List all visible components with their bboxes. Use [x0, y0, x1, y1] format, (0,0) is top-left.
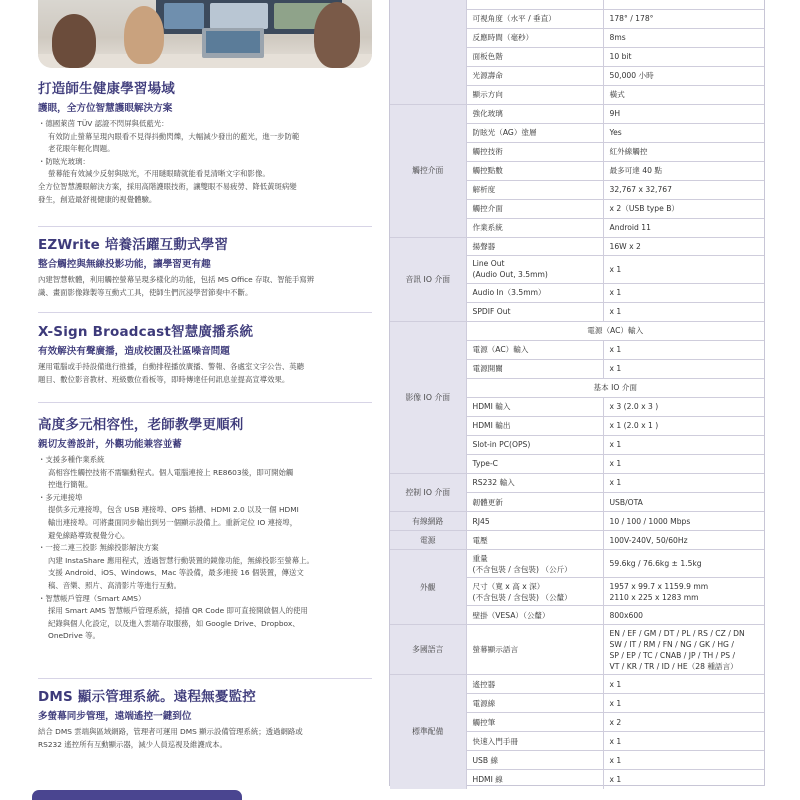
line: 內建智慧軟體，利用觸控螢幕呈現多樣化的功能，包括 MS Office 存取、智能手寫辨 — [38, 275, 315, 284]
spec-key: 觸控點數 — [466, 161, 603, 180]
line: ・支援多種作業系統 — [38, 455, 105, 464]
line: 控進行簡報。 — [48, 480, 93, 490]
spec-key-line: (Audio Out, 3.5mm) — [472, 270, 548, 279]
spec-subheader: 電源（AC）輸入 — [466, 321, 764, 340]
spec-key: 揚聲器 — [466, 237, 603, 255]
spec-key: 電源（AC）輸入 — [466, 340, 603, 359]
section-subtitle: 護眼，全方位智慧護眼解決方案 — [38, 103, 173, 114]
spec-value: x 1 — [603, 283, 764, 302]
line: 結合 DMS 雲端與區域網路，管理者可運用 DMS 顯示設備管理系統；透過網路或 — [38, 727, 303, 736]
spec-key: 電壓 — [466, 531, 603, 550]
spec-key: HDMI 輸入 — [466, 397, 603, 416]
spec-value — [603, 0, 764, 9]
bottom-banner-tab — [32, 790, 242, 800]
spec-value: x 1 — [603, 340, 764, 359]
spec-key: 顯示方向 — [466, 85, 603, 104]
spec-key: 觸控介面 — [466, 199, 603, 218]
spec-value: x 1 — [603, 694, 764, 713]
spec-key: HDMI 輸出 — [466, 416, 603, 435]
spec-value-line: 2110 x 225 x 1283 mm — [609, 592, 699, 602]
spec-value: x 1 — [603, 435, 764, 454]
section-title: DMS 顯示管理系統。遠程無憂監控 — [38, 689, 256, 705]
spec-category-appearance: 外觀 — [390, 550, 466, 625]
line: 紀錄與個人化設定，以及進入雲端存取服務，如 Google Drive、Dropbox、 — [48, 618, 300, 628]
divider — [38, 226, 372, 227]
line: 提供多元連接埠，包含 USB 連接埠、OPS 插槽、HDMI 2.0 以及一個 HDMI — [48, 505, 299, 515]
spec-value: x 1 (2.0 x 1 ) — [603, 416, 764, 435]
spec-key: 電源線 — [466, 694, 603, 713]
spec-value: 59.6kg / 76.6kg ± 1.5kg — [603, 550, 764, 578]
spec-key: 觸控技術 — [466, 142, 603, 161]
spec-category-control: 控制 IO 介面 — [390, 474, 466, 512]
line: ・德國萊茵 TÜV 認證不閃屏與低藍光： — [38, 119, 169, 128]
spec-key: 韌體更新 — [466, 493, 603, 512]
spec-value: 10 bit — [603, 47, 764, 66]
spec-key: 解析度 — [466, 180, 603, 199]
spec-key: 作業系統 — [466, 218, 603, 237]
spec-value: Yes — [603, 123, 764, 142]
spec-key: 防眩光（AG）塗層 — [466, 123, 603, 142]
line: 有效防止螢幕呈現內眼看不見得抖動閃爍，大幅減少發出的藍光，進一步防範 — [48, 131, 300, 141]
section-compatibility — [38, 416, 372, 643]
spec-value — [603, 578, 764, 606]
spec-value: 紅外線觸控 — [603, 142, 764, 161]
spec-key: Type-C — [466, 454, 603, 473]
line: 識、畫面影像錄製等互動式工具，使師生們沉浸學習節奏中不斷。 — [38, 287, 253, 297]
spec-category-display — [390, 0, 466, 104]
section-subtitle: 親切友善設計，外觀功能兼容並蓄 — [38, 439, 182, 450]
spec-category-language: 多國語言 — [390, 625, 466, 675]
spec-value: x 2（USB type B） — [603, 199, 764, 218]
spec-value: USB/OTA — [603, 493, 764, 512]
spec-value: 9H — [603, 104, 764, 123]
spec-key: USB 線 — [466, 751, 603, 770]
spec-key: RS232 輸入 — [466, 474, 603, 493]
line: 題目、數位影音教材、班級數位看板等，即時傳達任何訊息並提高宣導效果。 — [38, 374, 290, 384]
section-dms — [38, 688, 372, 751]
spec-key: 快速入門手冊 — [466, 732, 603, 751]
spec-key: 可視角度（水平 / 垂直） — [466, 9, 603, 28]
line: 稿、音樂、照片、高清影片等進行互動。 — [48, 580, 182, 590]
spec-value: 橫式 — [603, 85, 764, 104]
laptop — [202, 28, 264, 58]
line: OneDrive 等。 — [48, 631, 100, 641]
spec-value: 100V-240V, 50/60Hz — [603, 531, 764, 550]
section-healthy-learning — [38, 80, 372, 206]
spec-key — [466, 0, 603, 9]
divider — [38, 402, 372, 403]
section-ezwrite — [38, 236, 372, 299]
line: 內建 InstaShare 應用程式，透過智慧行動裝置的鏡像功能，無線投影至螢幕上。 — [48, 555, 314, 565]
section-title: X-Sign Broadcast智慧廣播系統 — [38, 324, 254, 340]
spec-value-line: VT / KR / TR / ID / HE（28 種語言） — [609, 661, 738, 671]
spec-key: 遙控器 — [466, 675, 603, 694]
section-subtitle: 整合觸控與無線投影功能，讓學習更有趣 — [38, 259, 211, 270]
spec-key: 觸控筆 — [466, 713, 603, 732]
classroom-photo — [38, 0, 372, 68]
spec-key: Audio In（3.5mm） — [466, 283, 603, 302]
spec-category-network: 有線網路 — [390, 512, 466, 531]
feature-column — [0, 0, 385, 800]
spec-value: Android 11 — [603, 218, 764, 237]
spec-value: x 1 — [603, 675, 764, 694]
line: 避免線路導致視覺分心。 — [48, 530, 130, 540]
line: 老花眼年輕化問題。 — [48, 144, 115, 154]
spec-key: RJ45 — [466, 512, 603, 531]
section-title: EZWrite 培養活躍互動式學習 — [38, 237, 229, 253]
spec-value: x 3 (2.0 x 3 ) — [603, 397, 764, 416]
spec-key-line: (不含包裝 / 含包裝) （公斤） — [472, 564, 572, 574]
spec-key-line: (不含包裝 / 含包裝) （公釐） — [472, 592, 572, 602]
spec-value: 8ms — [603, 28, 764, 47]
spec-value: x 1 — [603, 454, 764, 473]
line: 螢幕能有效減少反射與眩光，不用瞇眼睛就能看見清晰文字和影像。 — [48, 169, 270, 179]
section-subtitle: 多螢幕同步管理，遠端遙控一鍵到位 — [38, 711, 192, 722]
spec-key: HDMI 線 — [466, 770, 603, 789]
spec-key: Slot-in PC(OPS) — [466, 435, 603, 454]
spec-category-accessories: 標準配備 — [390, 675, 466, 789]
section-title: 高度多元相容性，老師教學更順利 — [38, 417, 244, 433]
spec-value — [603, 625, 764, 675]
spec-key: SPDIF Out — [466, 302, 603, 321]
spec-key: 面板色階 — [466, 47, 603, 66]
spec-value: 10 / 100 / 1000 Mbps — [603, 512, 764, 531]
spec-key: 反應時間（毫秒） — [466, 28, 603, 47]
line: RS232 遙控所有互動顯示器，減少人員巡視及維護成本。 — [38, 739, 227, 749]
spec-key — [466, 550, 603, 578]
line: 運用電腦或手持設備進行推播，自動排程播放廣播、警報、各處室文字公告、英聽 — [38, 362, 305, 371]
line: 輸出連接埠。可將畫面同步輸出到另一個顯示設備上。重新定位 IO 連接埠， — [48, 517, 298, 527]
spec-value: x 1 — [603, 359, 764, 378]
spec-key: 螢幕顯示語言 — [466, 625, 603, 675]
spec-value: 最多可達 40 點 — [603, 161, 764, 180]
section-xsign — [38, 323, 372, 386]
spec-key-line: Line Out — [472, 259, 505, 268]
spec-value: x 1 — [609, 774, 622, 784]
spec-value: 32,767 x 32,767 — [603, 180, 764, 199]
line: ・多元連接埠 — [38, 492, 83, 502]
spec-key-line: 尺寸（寬 x 高 x 深） — [472, 581, 545, 591]
line: 全方位智慧護眼解決方案，採用高階護眼技術，讓雙眼不易疲勞、降低黃斑病變 — [38, 181, 297, 191]
spec-subheader: 基本 IO 介面 — [466, 378, 764, 397]
spec-category-touch: 觸控介面 — [390, 104, 466, 237]
spec-category-power: 電源 — [390, 531, 466, 550]
spec-key — [466, 578, 603, 606]
line: ・防眩光玻璃： — [38, 156, 90, 166]
divider — [38, 312, 372, 313]
spec-table — [389, 0, 765, 786]
spec-category-video: 影像 IO 介面 — [390, 321, 466, 474]
spec-value: x 1 — [603, 255, 764, 283]
spec-key: 電源開關 — [466, 359, 603, 378]
spec-value: x 2 — [603, 713, 764, 732]
spec-value: x 1 — [603, 732, 764, 751]
section-title: 打造師生健康學習場域 — [38, 81, 175, 97]
spec-value-line: SW / IT / RM / FN / NG / GK / HG / — [609, 639, 734, 649]
spec-value: x 1 — [603, 474, 764, 493]
spec-value: 800x600 — [603, 606, 764, 625]
spec-category-audio: 音訊 IO 介面 — [390, 237, 466, 321]
line: 採用 Smart AMS 智慧帳戶管理系統，掃描 QR Code 即可直接開啟個人的使用 — [48, 606, 308, 616]
spec-value: x 1 — [603, 302, 764, 321]
spec-key: 光源壽命 — [466, 66, 603, 85]
spec-key: 強化玻璃 — [466, 104, 603, 123]
spec-value: 178° / 178° — [603, 9, 764, 28]
spec-key — [466, 255, 603, 283]
section-subtitle: 有效解決有聲廣播，造成校園及社區噪音問題 — [38, 346, 230, 357]
spec-value: x 1 — [603, 751, 764, 770]
spec-value: 50,000 小時 — [603, 66, 764, 85]
spec-key-line: 重量 — [472, 553, 488, 563]
spec-value-line: SP / EP / TC / CNAB / JP / TH / PS / — [609, 650, 736, 660]
line: 高相容性觸控技術不需驅動程式。個人電腦連接上 RE8603後，即可開始觸 — [48, 467, 294, 477]
spec-key: 壁掛（VESA）（公釐） — [466, 606, 603, 625]
divider — [38, 678, 372, 679]
spec-value-line: EN / EF / GM / DT / PL / RS / CZ / DN — [609, 628, 745, 638]
line: ・一接二連三投影 無線投影解決方案 — [38, 543, 159, 553]
line: ・智慧帳戶管理（Smart AMS） — [38, 593, 146, 603]
line: 支援 Android、iOS、Windows、Mac 等設備，最多連接 16 個裝置，傳送文 — [48, 568, 304, 578]
spec-value-line: 1957 x 99.7 x 1159.9 mm — [609, 581, 709, 591]
spec-value: 16W x 2 — [603, 237, 764, 255]
line: 發生，創造最舒視健康的視覺體驗。 — [38, 194, 157, 204]
